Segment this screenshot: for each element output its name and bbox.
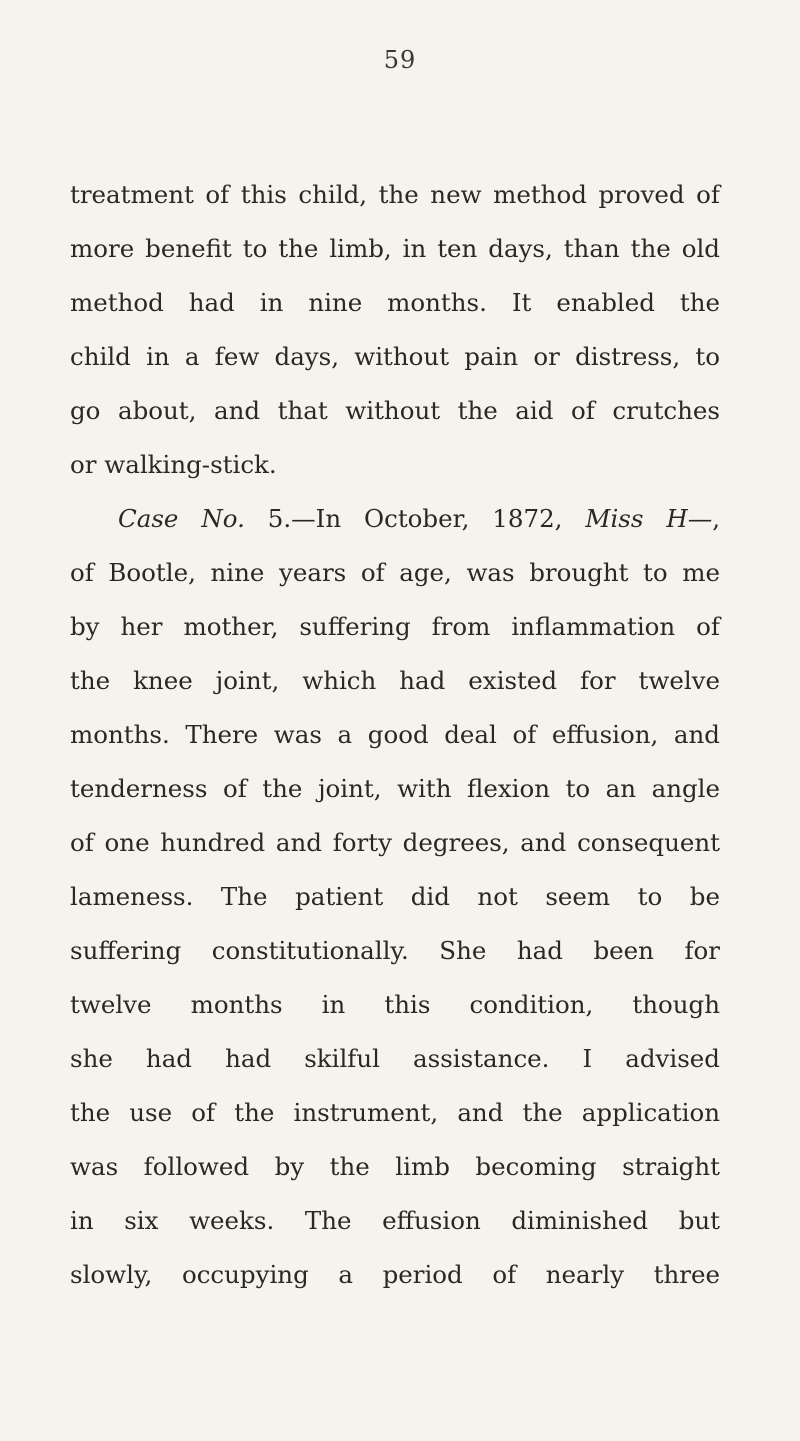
text-line: the knee joint, which had existed for twelve <box>70 666 720 695</box>
page-number: 59 <box>383 46 417 74</box>
text-line: months. There was a good deal of effusion, and <box>70 720 720 749</box>
text-line: she had had skilful assistance. I advised <box>70 1044 720 1073</box>
text-line: go about, and that without the aid of crutches <box>70 396 720 425</box>
text-line: of one hundred and forty degrees, and consequent <box>70 828 720 857</box>
patient-name: Miss H— <box>585 504 713 533</box>
text-line: treatment of this child, the new method proved of <box>70 180 720 209</box>
text-line: slowly, occupying a period of nearly three <box>70 1260 720 1289</box>
text-line: method had in nine months. It enabled the <box>70 288 720 317</box>
punctuation: , <box>712 504 720 533</box>
text-line: the use of the instrument, and the application <box>70 1098 720 1127</box>
text-line: suffering constitutionally. She had been for <box>70 936 720 965</box>
text-line: was followed by the limb becoming straight <box>70 1152 720 1181</box>
body-text <box>70 168 720 1302</box>
case-heading-line <box>70 492 720 546</box>
text-line: child in a few days, without pain or distress, to <box>70 342 720 371</box>
case-label: Case No. <box>118 504 245 533</box>
text-line: by her mother, suffering from inflammation of <box>70 612 720 641</box>
text-line: tenderness of the joint, with flexion to an angle <box>70 774 720 803</box>
case-number: 5.—In October, 1872, <box>244 504 586 533</box>
text-line: lameness. The patient did not seem to be <box>70 882 720 911</box>
text-line: twelve months in this condition, though <box>70 990 720 1019</box>
text-line: of Bootle, nine years of age, was brought to me <box>70 558 720 587</box>
text-line: more benefit to the limb, in ten days, than the old <box>70 234 720 263</box>
text-line: in six weeks. The effusion diminished but <box>70 1206 720 1235</box>
text-line: or walking-stick. <box>70 450 277 479</box>
